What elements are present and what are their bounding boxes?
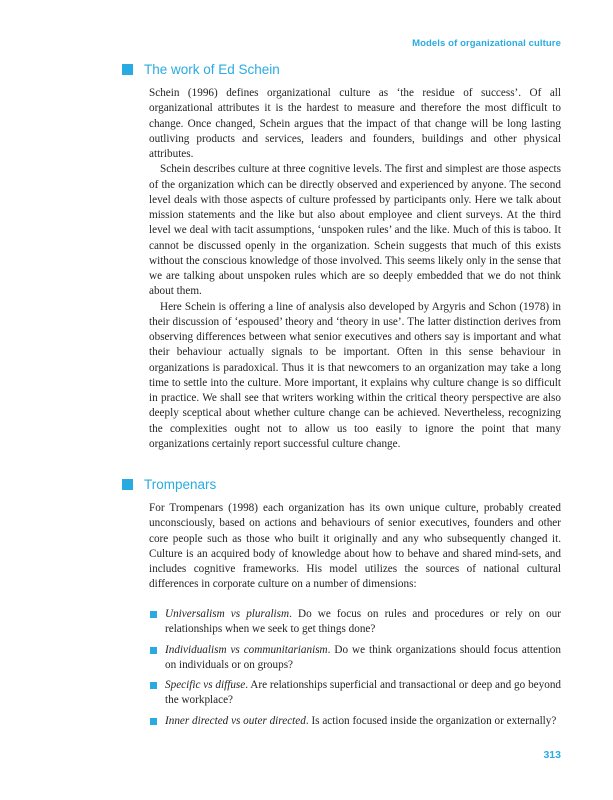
bullet-square-icon	[150, 682, 157, 689]
bullet-text: . Is action focused inside the organization or externally?	[305, 714, 557, 727]
bullet-square-icon	[150, 611, 157, 618]
bullet-term: Individualism vs communitarianism	[165, 643, 328, 656]
dimensions-list	[149, 607, 561, 734]
heading-square-icon	[122, 64, 133, 75]
bullet-text: . Are relationships superficial and transactional or deep and go beyond the workplace?	[165, 679, 562, 707]
bullet-text: . Do we focus on rules and procedures or rely on our relationships when we seek to get things done?	[165, 608, 561, 636]
paragraph: Schein describes culture at three cognitive levels. The first and simplest are those aspects of the organization which can be directly observed and experienced by anyone. The second level deals with those aspects of culture professed by participants only. Here we talk about mission statements and the like but also about employee and client surveys. At the third level we deal with tacit assumptions, ‘unspoken rules’ and the like. Much of this is taboo. It cannot be discussed openly in the organization. Schein suggests that much of this exists without the conscious knowledge of those involved. This seems likely only in the sense that we are talking about unspoken rules which are so deeply embedded that we do not think about them.	[149, 163, 561, 298]
section-heading-text: The work of Ed Schein	[144, 62, 280, 77]
list-item	[149, 607, 561, 638]
bullet-square-icon	[150, 647, 157, 654]
bullet-term: Universalism vs pluralism	[165, 608, 290, 620]
section-heading-text: Trompenars	[144, 477, 217, 492]
heading-square-icon	[122, 479, 133, 490]
bullet-term: Specific vs diffuse	[165, 679, 246, 691]
list-item	[149, 714, 561, 729]
bullet-text: . Do we think organizations should focus attention on individuals or on groups?	[165, 643, 561, 671]
paragraph: Here Schein is offering a line of analysis also developed by Argyris and Schon (1978) in their discussion of ‘espoused’ theory and ‘theory in use’. The latter distinction derives from observing differences between what senior executives and others say is important and what their behaviour actually signals to be important. Often in this sense behaviour in organizations is paradoxical. Thus it is that newcomers to an organization may take a long time to settle into the culture. More important, it explains why culture change is so difficult in practice. We shall see that writers working within the critical theory perspective are also deeply sceptical about whether culture change can be achieved. Nevertheless, recognizing the complexities ought not to allow us too easily to ignore the point that many organizations certainly report successful culture change.	[149, 300, 561, 450]
section-body-schein	[149, 86, 561, 452]
list-item	[149, 678, 561, 709]
paragraph: Schein (1996) defines organizational culture as ‘the residue of success’. Of all organizational attributes it is the hardest to measure and therefore the most difficult to change. Once changed, Schein argues that the impact of that change will be long lasting outliving products and services, leaders and founders, buildings and other physical attributes.	[149, 87, 561, 160]
running-head: Models of organizational culture	[412, 38, 561, 49]
bullet-square-icon	[150, 718, 157, 725]
bullet-term: Inner directed vs outer directed	[165, 714, 306, 727]
list-item	[149, 643, 561, 674]
paragraph: For Trompenars (1998) each organization has its own unique culture, probably created unconsciously, based on actions and behaviours of senior executives, founders and other core people such as those who built it originally and any who subsequently changed it. Culture is an acquired body of knowledge about how to behave and shared mind-sets, and includes cognitive frameworks. His model utilizes the sources of national cultural differences in corporate culture on a number of dimensions:	[149, 502, 561, 591]
section-heading-trompenars	[122, 477, 216, 492]
section-heading-schein	[122, 62, 280, 77]
section-body-trompenars	[149, 501, 561, 593]
page-number: 313	[543, 749, 561, 761]
